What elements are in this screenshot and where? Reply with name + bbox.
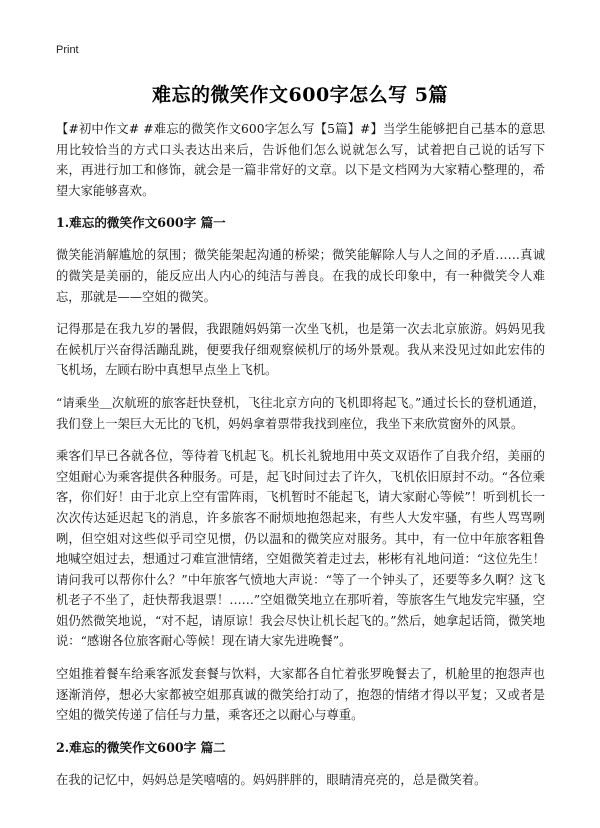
body-paragraph: 空姐推着餐车给乘客派发套餐与饮料，大家都各自忙着张罗晚餐去了，机舱里的抱怨声也逐渐消停，想必大家都被空姐那真诚的微笑给打动了，抱怨的情绪才得以平复；又或者是空姐的微笑传递了信任与力量，乘客还之以耐心与尊重。	[56, 667, 545, 723]
body-paragraph: 在我的记忆中，妈妈总是笑嘻嘻的。妈妈胖胖的，眼睛清亮亮的，总是微笑着。	[56, 772, 487, 787]
body-paragraph: “请乘坐＿次航班的旅客赶快登机，飞往北京方向的飞机即将起飞。”通过长长的登机通道，我们登上一架巨大无比的飞机，妈妈拿着票带我找到座位，我坐下来欣赏窗外的风景。	[56, 395, 545, 431]
section-heading: 2.难忘的微笑作文600字 篇二	[56, 739, 226, 755]
document-body	[56, 119, 545, 802]
document-title: 难忘的微笑作文600字怎么写 5篇	[152, 84, 448, 106]
body-paragraph: 微笑能消解尴尬的氛围；微笑能架起沟通的桥梁；微笑能解除人与人之间的矛盾……真诚的微笑是美丽的，能反应出人内心的纯洁与善良。在我的成长印象中，有一种微笑令人难忘，那就是——空姐的微笑。	[56, 248, 545, 304]
body-paragraph: 乘客们早已各就各位，等待着飞机起飞。机长礼貌地用中英文双语作了自我介绍，美丽的空姐耐心为乘客提供各种服务。可是，起飞时间过去了许久，飞机依旧原封不动。“各位乘客，你们好！由于北京上空有雷阵雨，飞机暂时不能起飞，请大家耐心等候”！听到机长一次次传达延迟起飞的消息，许多旅客不耐烦地抱怨起来，有些人大发牢骚，有些人骂骂咧咧，但空姐对这些似乎司空见惯，仍以温和的微笑应对服务。其中，有一位中年旅客粗鲁地喊空姐过去，想通过刁难宣泄情绪，空姐微笑着走过去，彬彬有礼地问道：“这位先生！请问我可以帮你什么？”中年旅客气愤地大声说：“等了一个钟头了，还要等多久啊？这飞机老子不坐了，赶快帮我退票！……”空姐微笑地立在那听着，等旅客生气地发完牢骚，空姐仍然微笑地说，“对不起，请原谅！我会尽快让机长起飞的。”然后，她拿起话筒，微笑地说：“感谢各位旅客耐心等候！现在请大家先进晚餐”。	[56, 449, 545, 649]
print-label[interactable]: Print	[56, 44, 79, 56]
section-heading: 1.难忘的微笑作文600字 篇一	[56, 215, 226, 231]
intro-paragraph: 【#初中作文# #难忘的微笑作文600字怎么写【5篇】#】当学生能够把自己基本的意思用比较恰当的方式口头表达出来后，告诉他们怎么说就怎么写，试着把自己说的话写下来，再进行加工和修饰，就会是一篇非常好的文章。以下是文档网为大家精心整理的，希望大家能够喜欢。	[56, 122, 545, 198]
body-paragraph: 记得那是在我九岁的暑假，我跟随妈妈第一次坐飞机，也是第一次去北京旅游。妈妈见我在候机厅兴奋得活蹦乱跳，便要我仔细观察候机厅的场外景观。我从来没见过如此宏伟的飞机场，左顾右盼中真想早点坐上飞机。	[56, 322, 545, 378]
